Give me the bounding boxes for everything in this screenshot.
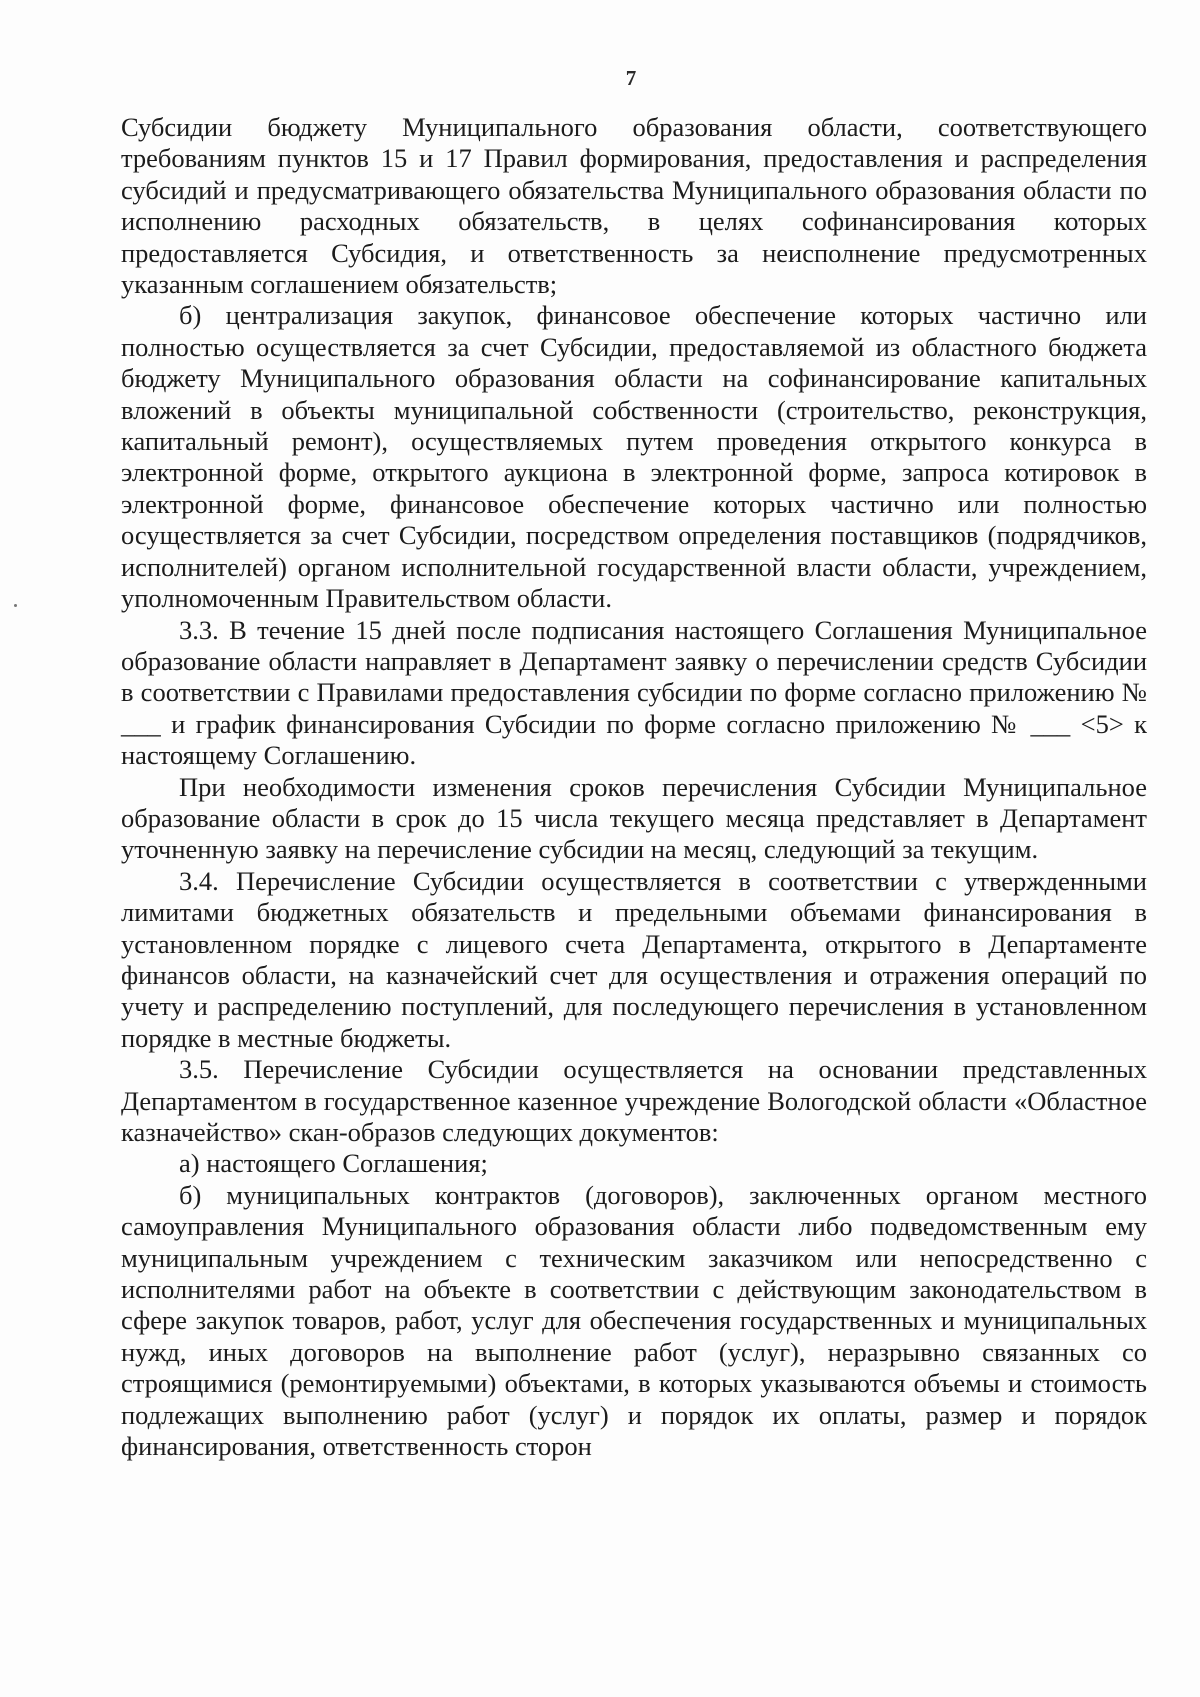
paragraph-3-4: 3.4. Перечисление Субсидии осуществляется в соответствии с утвержденными лимитами бюджетных обязательств и предельными объемами финансирования в установленном порядке с лицевого счета Департамента, открытого в Департаменте финансов области, на казначейский счет для осуществления и отражения операций по учету и распределению поступлений, для последующего перечисления в установленном порядке в местные бюджеты. xyxy=(121,865,1147,1053)
paragraph-schedule-change: При необходимости изменения сроков перечисления Субсидии Муниципальное образование области в срок до 15 числа текущего месяца представляет в Департамент уточненную заявку на перечисление субсидии на месяц, следующий за текущим. xyxy=(121,771,1147,865)
paragraph-a-agreement: а) настоящего Соглашения; xyxy=(179,1148,488,1179)
paragraph-b-municipal-contracts: б) муниципальных контрактов (договоров), заключенных органом местного самоуправления Муниципального образования области либо подведомственным ему муниципальным учреждением с техническим заказчиком или непосредственно с исполнителями работ на объекте в соответствии с действующим законодательством в сфере закупок товаров, работ, услуг для обеспечения государственных и муниципальных нужд, иных договоров на выполнение работ (услуг), неразрывно связанных со строящимися (ремонтируемыми) объектами, в которых указываются объемы и стоимость подлежащих выполнению работ (услуг) и порядок их оплаты, размер и порядок финансирования, ответственность сторон xyxy=(121,1179,1147,1462)
document-body xyxy=(121,112,1147,1462)
paragraph-b-procurement-centralization: б) централизация закупок, финансовое обеспечение которых частично или полностью осуществляется за счет Субсидии, предоставляемой из областного бюджета бюджету Муниципального образования области на софинансирование капитальных вложений в объекты муниципальной собственности (строительство, реконструкция, капитальный ремонт), осуществляемых путем проведения открытого конкурса в электронной форме, открытого аукциона в электронной форме, запроса котировок в электронной форме, финансовое обеспечение которых частично или полностью осуществляется за счет Субсидии, посредством определения поставщиков (подрядчиков, исполнителей) органом исполнительной государственной власти области, учреждением, уполномоченным Правительством области. xyxy=(121,300,1147,614)
paragraph-subsidy-agreement-continuation: Субсидии бюджету Муниципального образования области, соответствующего требованиям пунктов 15 и 17 Правил формирования, предоставления и распределения субсидий и предусматривающего обязательства Муниципального образования области по исполнению расходных обязательств, в целях софинансирования которых предоставляется Субсидия, и ответственность за неисполнение предусмотренных указанным соглашением обязательств; xyxy=(121,112,1147,300)
scan-speck xyxy=(14,604,17,607)
paragraph-3-5: 3.5. Перечисление Субсидии осуществляется на основании представленных Департаментом в государственное казенное учреждение Вологодской области «Областное казначейство» скан-образов следующих документов: xyxy=(121,1054,1147,1147)
paragraph-3-3: 3.3. В течение 15 дней после подписания настоящего Соглашения Муниципальное образование области направляет в Департамент заявку о перечислении средств Субсидии в соответствии с Правилами предоставления субсидии по форме согласно приложению № ___ и график финансирования Субсидии по форме согласно приложению № ___ <5> к настоящему Соглашению. xyxy=(121,614,1147,771)
page-number: 7 xyxy=(625,66,637,90)
